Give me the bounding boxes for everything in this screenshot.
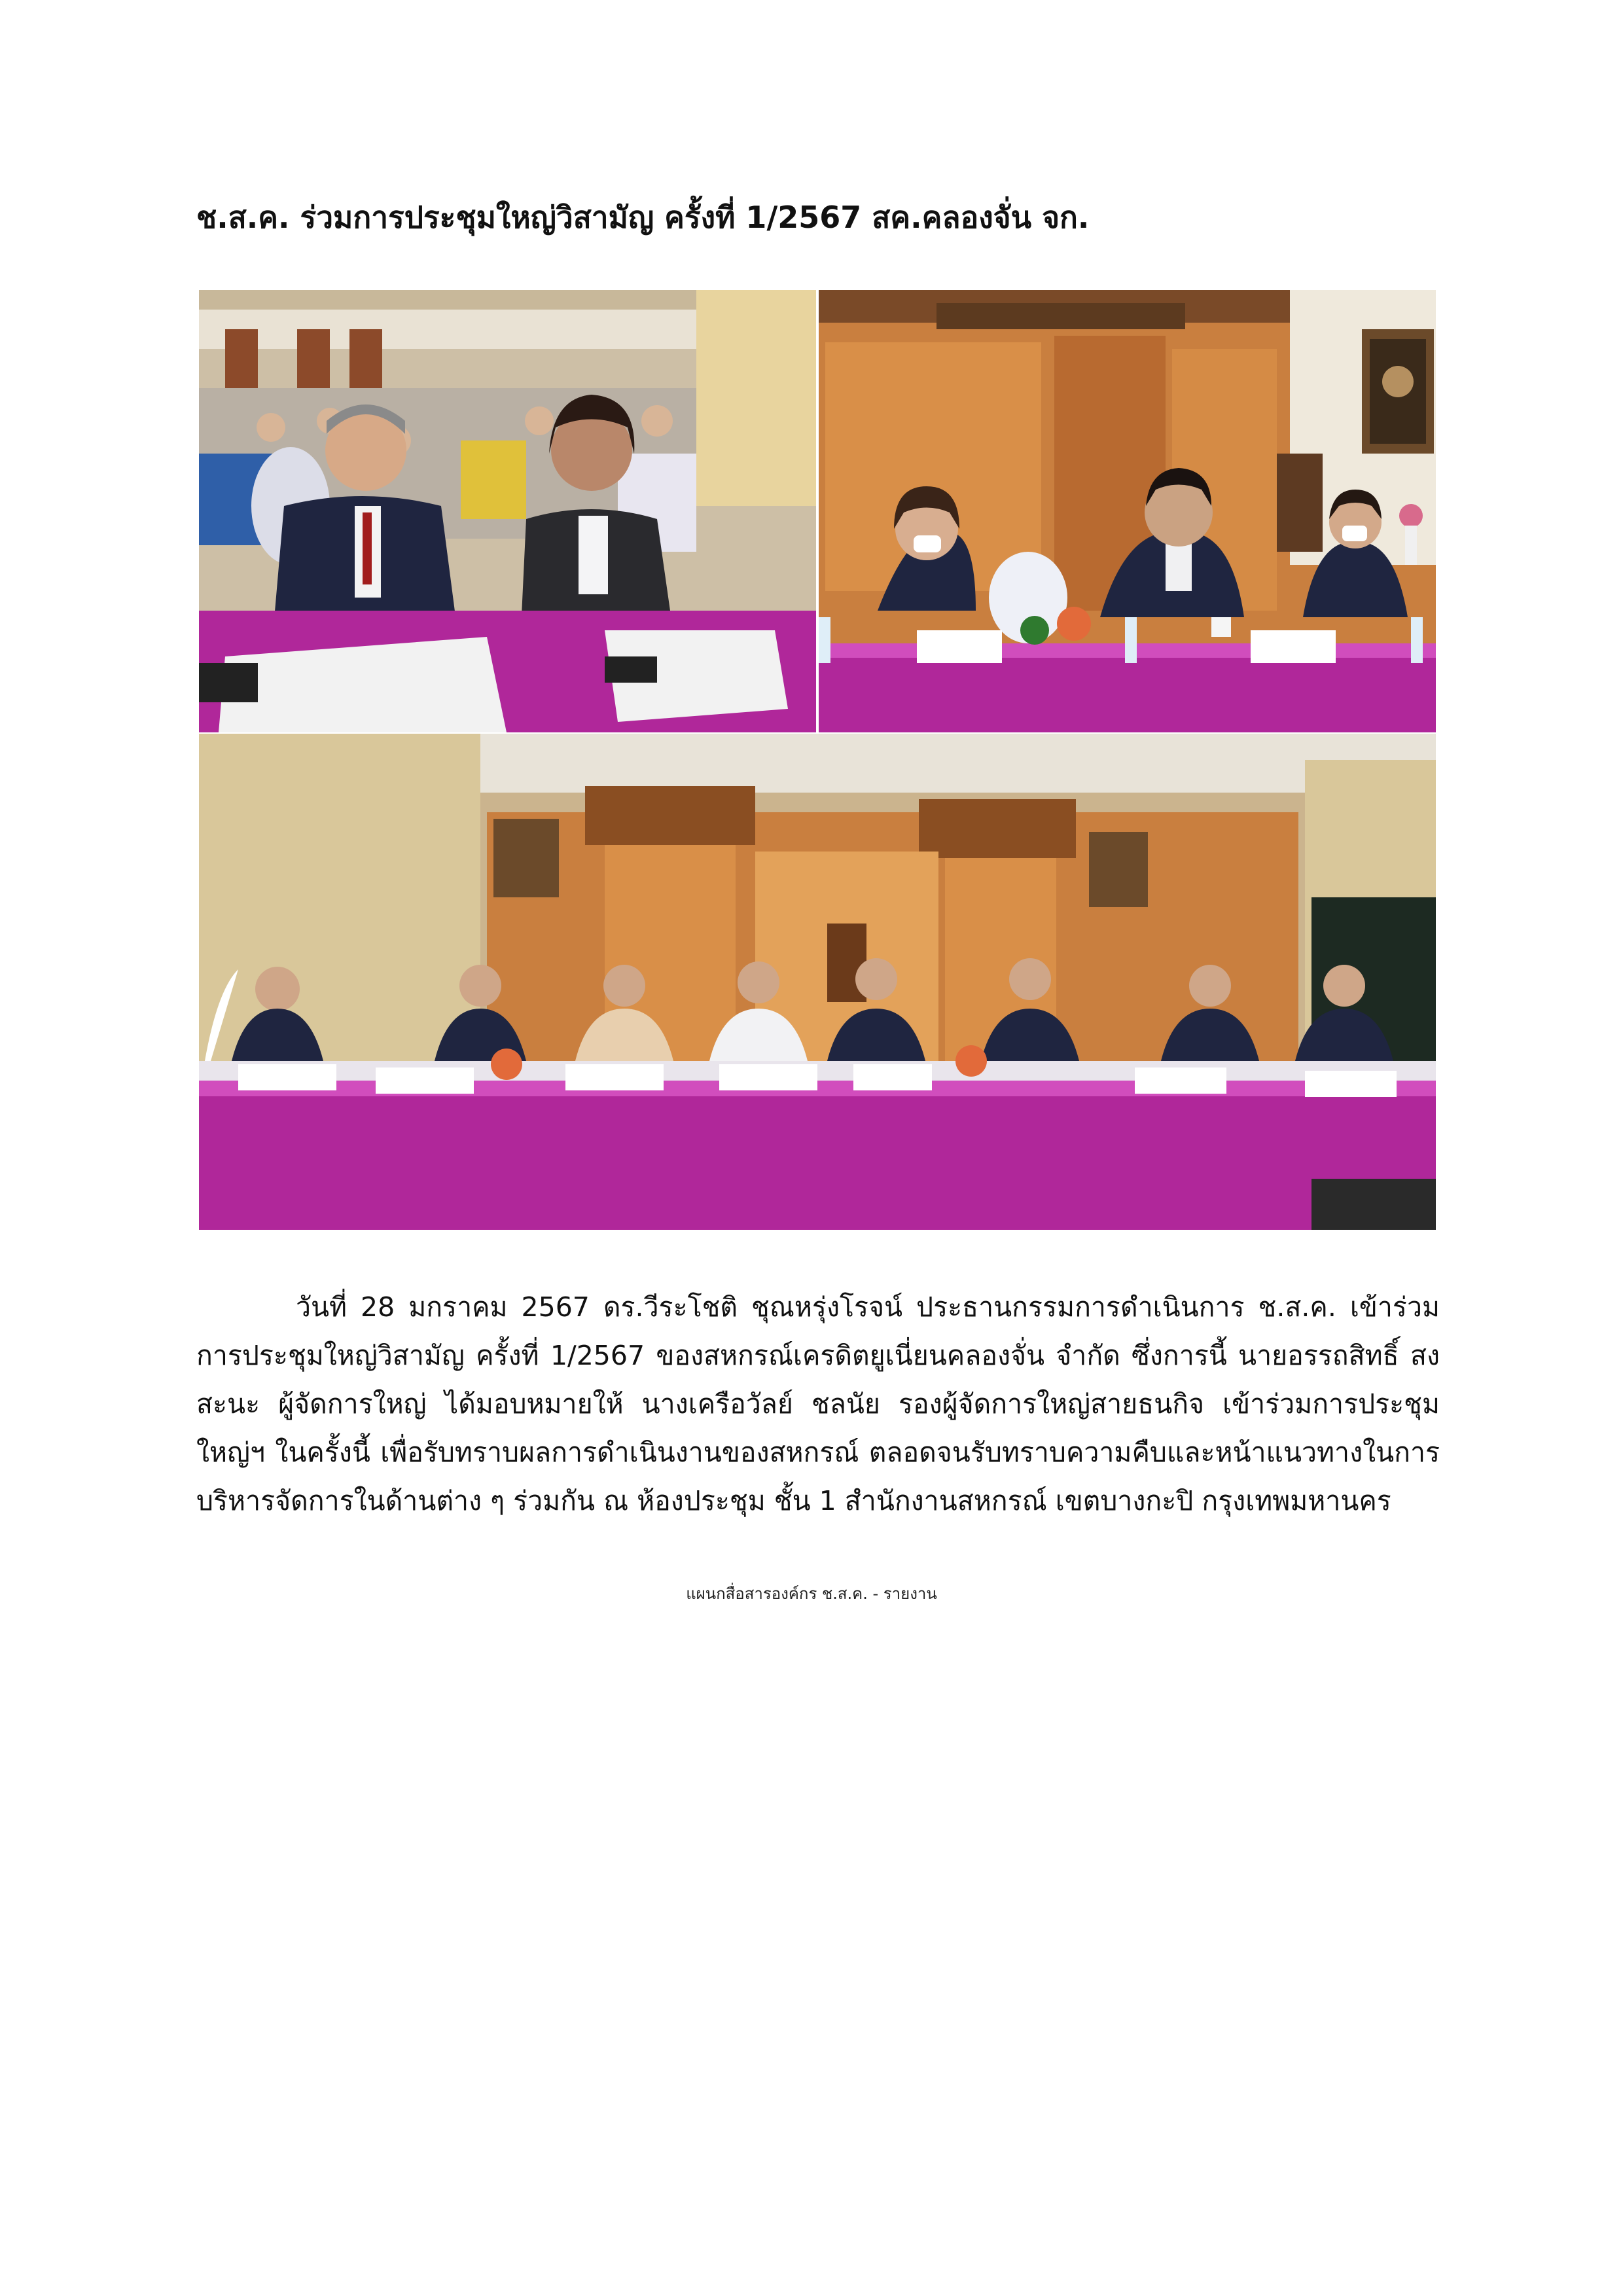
footer-credit: แผนกสื่อสารองค์กร ช.ส.ค. - รายงาน bbox=[686, 1585, 937, 1603]
body-paragraph bbox=[196, 1283, 1440, 1525]
document-title: ช.ส.ค. ร่วมการประชุมใหญ่วิสามัญ ครั้งที่ 1/2567 สค.คลองจั่น จก. bbox=[196, 200, 1090, 235]
photo-audience-delegates bbox=[199, 290, 816, 732]
body-text: วันที่ 28 มกราคม 2567 ดร.วีระโชติ ชุณหรุ่งโรจน์ ประธานกรรมการดำเนินการ ช.ส.ค. เข้าร่วมการประชุมใหญ่วิสามัญ ครั้งที่ 1/2567 ของสหกรณ์เครดิตยูเนี่ยนคลองจั่น จำกัด ซึ่งการนี้ นายอรรถสิทธิ์ สงสะนะ ผู้จัดการใหญ่ ได้มอบหมายให้ นางเครือวัลย์ ชลนัย รองผู้จัดการใหญ่สายธนกิจ เข้าร่วมการประชุมใหญ่ฯ ในครั้งนี้ เพื่อรับทราบผลการดำเนินงานของสหกรณ์ ตลอดจนรับทราบความคืบและหน้าแนวทางในการบริหารจัดการในด้านต่าง ๆ ร่วมกัน ณ ห้องประชุม ชั้น 1 สำนักงานสหกรณ์ เขตบางกะปิ กรุงเทพมหานคร bbox=[196, 1291, 1440, 1516]
photo-head-table bbox=[819, 290, 1436, 732]
photo-panorama-committee bbox=[199, 734, 1436, 1230]
